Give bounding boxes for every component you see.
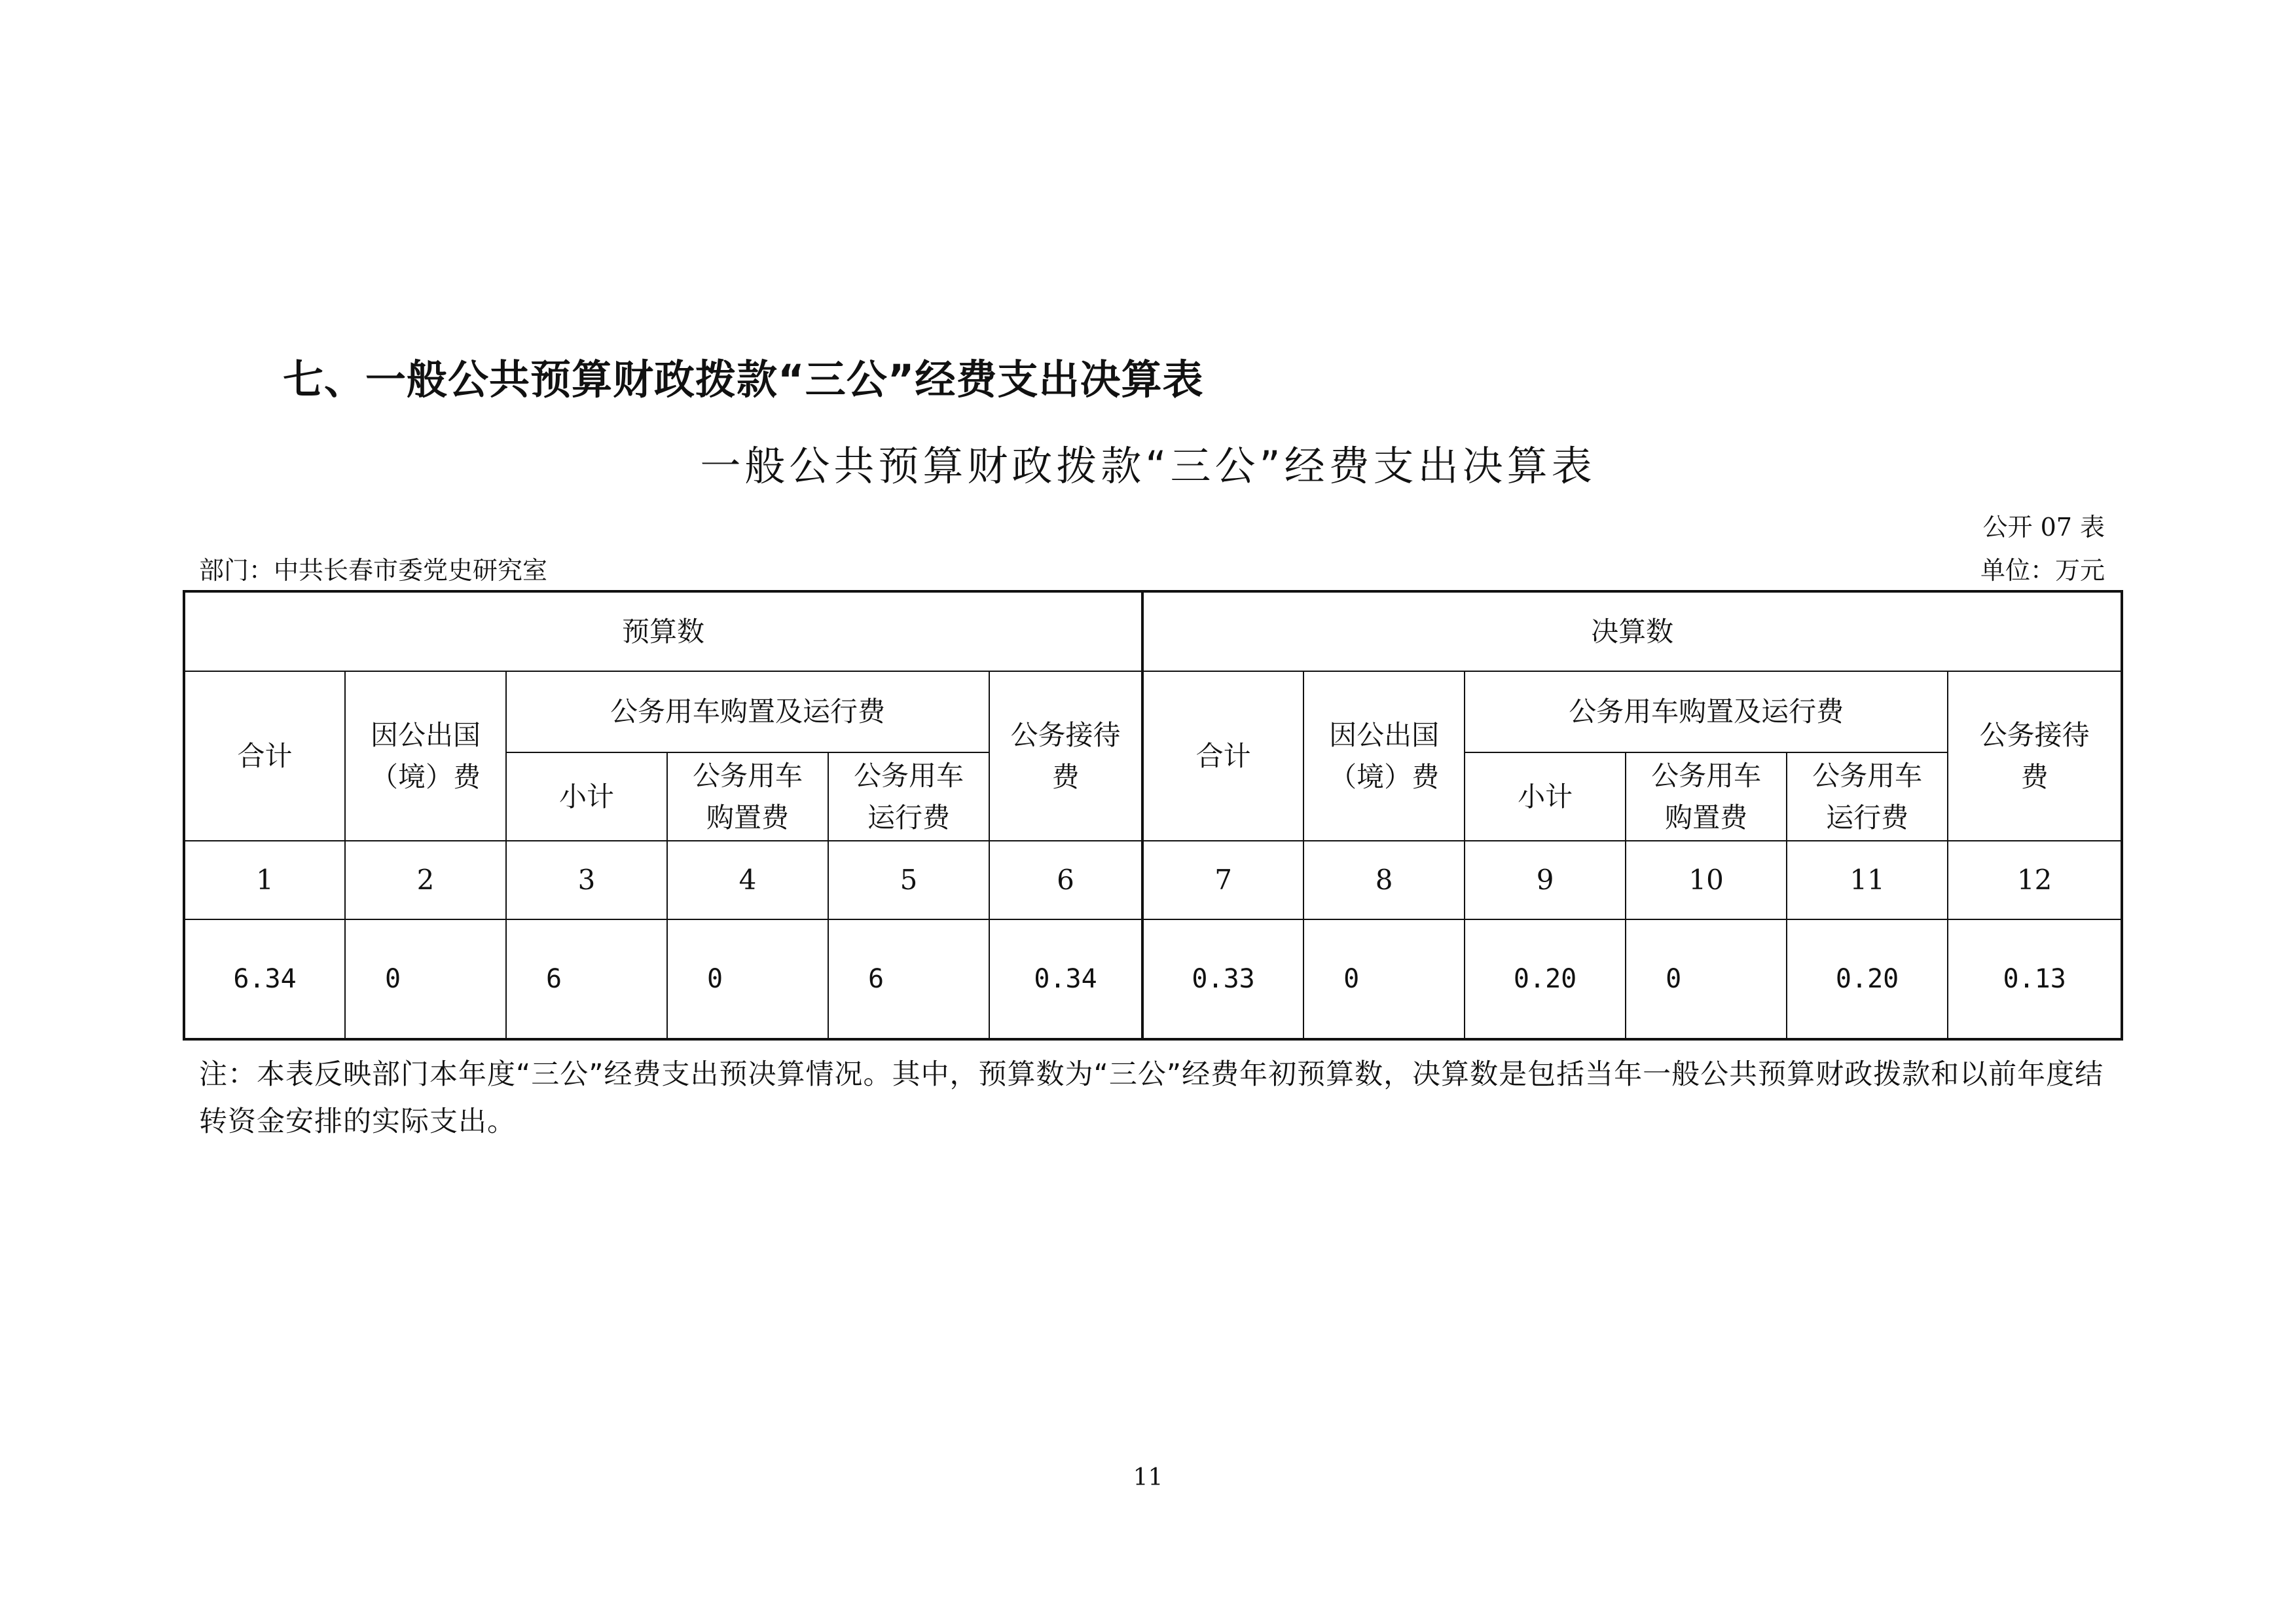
form-number: 公开 07 表 [1982, 513, 2105, 542]
column-number: 11 [1787, 841, 1948, 919]
final-vehicle-operation-header [1787, 752, 1948, 841]
final-reception-header [1948, 671, 2122, 841]
department-label: 部门：中共长春市委党史研究室 [199, 556, 548, 585]
budget-group-header: 预算数 [184, 591, 1142, 671]
column-number: 2 [345, 841, 506, 919]
budget-reception-header [989, 671, 1142, 841]
column-number-row [184, 841, 2122, 919]
group-header-row [184, 591, 2122, 671]
value-cell: 0.34 [989, 919, 1142, 1039]
section-title: 七、一般公共预算财政拨款“三公”经费支出决算表 [283, 356, 1204, 403]
budget-total-header: 合计 [184, 671, 345, 841]
budget-vehicle-operation-text: 公务用车运行费 [853, 759, 964, 834]
budget-abroad-header [345, 671, 506, 841]
budget-vehicle-purchase-header [667, 752, 828, 841]
column-number: 8 [1303, 841, 1465, 919]
value-cell: 6 [506, 919, 667, 1039]
table-note: 注：本表反映部门本年度“三公”经费支出预决算情况。其中，预算数为“三公”经费年初预算数，决算数是包括当年一般公共预算财政拨款和以前年度结转资金安排的实际支出。 [199, 1058, 2104, 1138]
value-cell: 6 [828, 919, 989, 1039]
column-number: 1 [184, 841, 345, 919]
column-number: 4 [667, 841, 828, 919]
value-row [184, 919, 2122, 1039]
page-number: 11 [1133, 1464, 1163, 1491]
column-number: 5 [828, 841, 989, 919]
value-cell: 6.34 [184, 919, 345, 1039]
budget-vehicle-header: 公务用车购置及运行费 [506, 671, 989, 752]
value-cell: 0 [345, 919, 506, 1039]
value-cell: 0.13 [1948, 919, 2122, 1039]
column-number: 7 [1142, 841, 1303, 919]
final-vehicle-header: 公务用车购置及运行费 [1465, 671, 1948, 752]
column-number: 10 [1626, 841, 1787, 919]
three-public-expenses-table [183, 590, 2123, 1041]
value-cell: 0.33 [1142, 919, 1303, 1039]
final-vehicle-purchase-text: 公务用车购置费 [1651, 759, 1762, 834]
table-title: 一般公共预算财政拨款“三公”经费支出决算表 [700, 442, 1596, 490]
final-reception-header-text: 公务接待费 [1979, 718, 2090, 793]
final-group-header: 决算数 [1142, 591, 2122, 671]
budget-abroad-header-text: 因公出国（境）费 [370, 718, 481, 793]
value-cell: 0.20 [1465, 919, 1626, 1039]
budget-vehicle-purchase-text: 公务用车购置费 [692, 759, 803, 834]
column-number: 12 [1948, 841, 2122, 919]
final-subtotal-header: 小计 [1465, 752, 1626, 841]
value-cell: 0 [1626, 919, 1787, 1039]
column-header-row [184, 671, 2122, 752]
column-number: 3 [506, 841, 667, 919]
column-number: 9 [1465, 841, 1626, 919]
final-total-header: 合计 [1142, 671, 1303, 841]
value-cell: 0.20 [1787, 919, 1948, 1039]
budget-reception-header-text: 公务接待费 [1010, 718, 1121, 793]
final-abroad-header [1303, 671, 1465, 841]
unit-label: 单位：万元 [1980, 556, 2105, 585]
final-abroad-header-text: 因公出国（境）费 [1329, 718, 1440, 793]
final-vehicle-operation-text: 公务用车运行费 [1812, 759, 1923, 834]
value-cell: 0 [1303, 919, 1465, 1039]
value-cell: 0 [667, 919, 828, 1039]
final-vehicle-purchase-header [1626, 752, 1787, 841]
column-number: 6 [989, 841, 1142, 919]
budget-vehicle-operation-header [828, 752, 989, 841]
budget-subtotal-header: 小计 [506, 752, 667, 841]
